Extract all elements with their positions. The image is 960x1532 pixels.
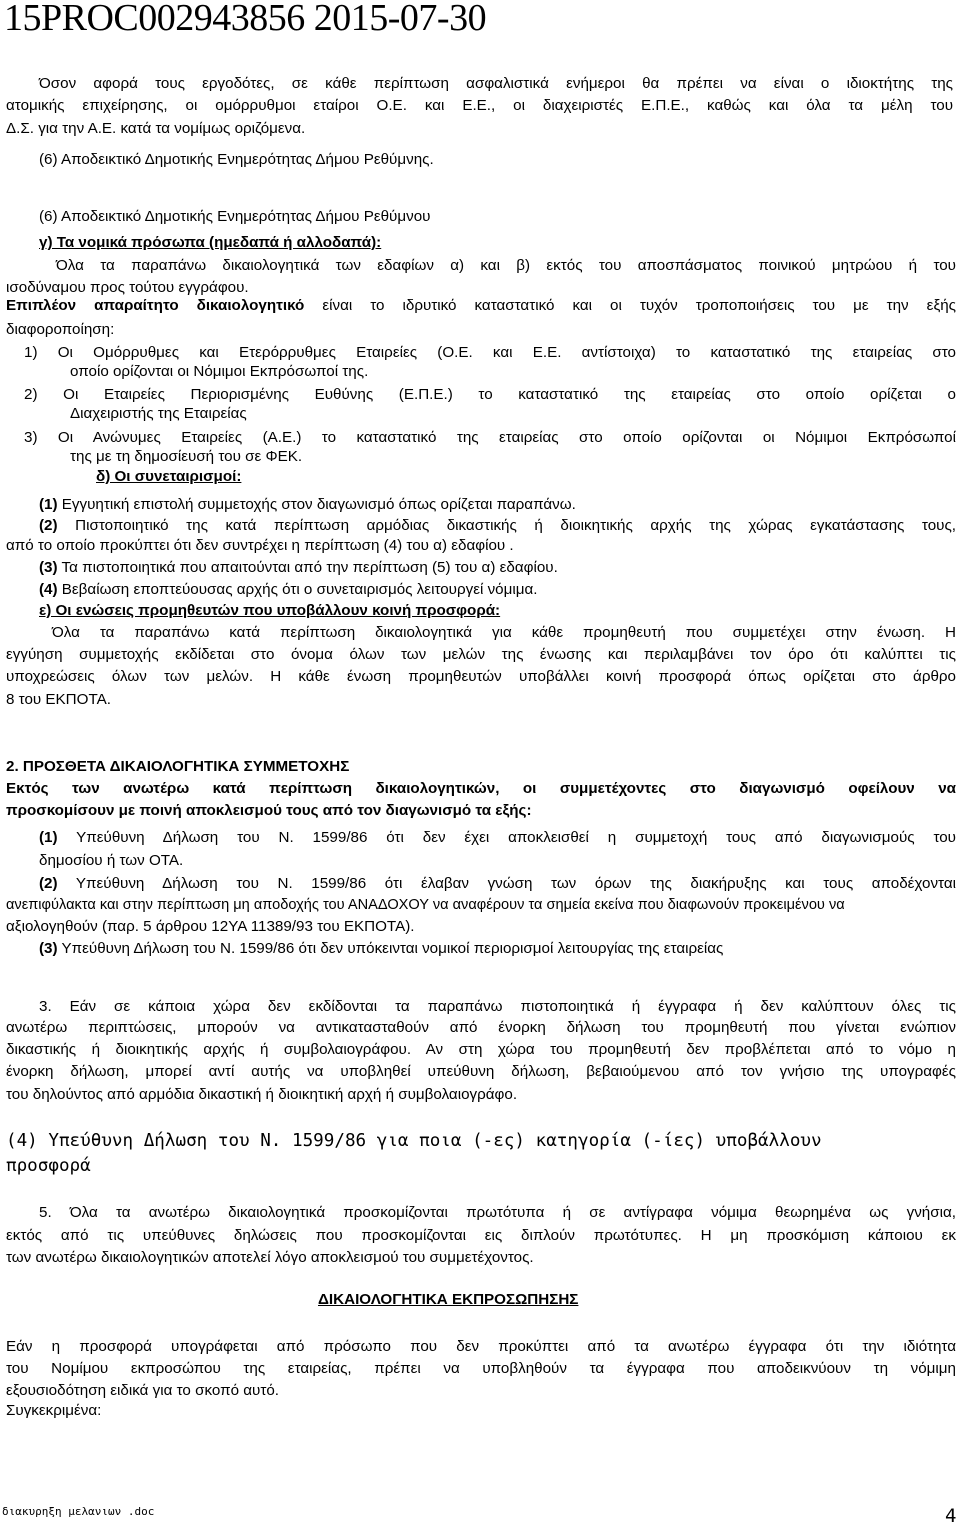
section-2-item-2-line-3: αξιολογηθούν (παρ. 5 άρθρου 12ΥΑ 11389/93 του ΕΚΠΟΤΑ). [6, 918, 415, 935]
section-c-title: γ) Τα νομικά πρόσωπα (ημεδαπά ή αλλοδαπά): [39, 234, 382, 251]
section-5-line-3: των ανωτέρω δικαιολογητικών αποτελεί λόγο αποκλεισμού του συμμετέχοντος. [6, 1249, 534, 1266]
section-d-item-1 [39, 495, 576, 515]
section-d-title: δ) Οι συνεταιρισμοί: [96, 468, 242, 485]
section-5-line-2: εκτός από τις υπεύθυνες δηλώσεις που προσκομίζονται εις διπλούν πρωτότυπες. Η μη προσκόμιση κάποιου εκ [6, 1227, 956, 1244]
section-2-item-1-line-2: δημοσίου ή των ΟΤΑ. [39, 852, 184, 869]
section-3-line-1: 3. Εάν σε κάποια χώρα δεν εκδίδονται τα παραπάνω πιστοποιητικά ή έγγραφα ή δεν καλύπτουν όλες τις [39, 998, 956, 1015]
section-d-item-4 [39, 580, 538, 600]
section-3-line-2: ανωτέρω περιπτώσεις, μπορούν να αντικατασταθούν από ένορκη δήλωση του προμηθευτή που γίνεται ενώπιον [6, 1019, 956, 1036]
item-text: Υπεύθυνη Δήλωση του Ν. 1599/86 ότι έλαβαν γνώση των όρων της διακήρυξης και τους αποδέχονται [57, 875, 956, 892]
list-item-3-line-1: 3) Οι Ανώνυμες Εταιρείες (Α.Ε.) το καταστατικό της εταιρείας στο οποίο ορίζονται οι Νόμιμοι Εκπρόσωποί [24, 429, 956, 446]
item-text: Εγγυητική επιστολή συμμετοχής στον διαγωνισμό όπως ορίζεται παραπάνω. [57, 496, 576, 513]
list-item-2-line-1: 2) Οι Εταιρείες Περιορισμένης Ευθύνης (Ε.Π.Ε.) το καταστατικό της εταιρείας στο οποίο ορίζεται ο [24, 386, 956, 403]
section-e-line-4: 8 του ΕΚΠΟΤΑ. [6, 691, 111, 708]
item-text: Βεβαίωση εποπτεύουσας αρχής ότι ο συνεταιρισμός λειτουργεί νόμιμα. [57, 581, 538, 598]
section-4-line-1: (4) Υπεύθυνη Δήλωση του Ν. 1599/86 για ποια (-ες) κατηγορία (-ίες) υποβάλλουν [6, 1131, 822, 1151]
item-number: (2) [39, 875, 58, 892]
document-header-code: 15PROC002943856 2015-07-30 [4, 0, 487, 39]
item-text: Υπεύθυνη Δήλωση του Ν. 1599/86 ότι δεν υπόκεινται νομικοί περιορισμοί λειτουργίας της εταιρείας [57, 940, 724, 957]
item-number: (1) [39, 829, 58, 846]
representation-line-3: εξουσιοδότηση ειδικά για το σκοπό αυτό. [6, 1382, 279, 1399]
owners-line-2: ατομικής επιχείρησης, οι ομόρρυθμοι εταίροι Ο.Ε. και Ε.Ε., οι διαχειριστές Ε.Π.Ε., καθώς και όλα τα μέλη του [6, 97, 953, 114]
owners-line-1: Όσον αφορά τους εργοδότες, σε κάθε περίπτωση ασφαλιστικά ενήμεροι θα πρέπει να είναι ο ιδιοκτήτης της [39, 75, 953, 92]
section-2-intro-1: Εκτός των ανωτέρω κατά περίπτωση δικαιολογητικών, οι συμμετέχοντες στο διαγωνισμό οφείλουν να [6, 780, 956, 797]
owners-item-6: (6) Αποδεικτικό Δημοτικής Ενημερότητας Δήμου Ρεθύμνης. [39, 151, 434, 168]
section-5-line-1: 5. Όλα τα ανωτέρω δικαιολογητικά προσκομίζονται πρωτότυπα ή σε αντίγραφα νόμιμα θεωρημένα ως γνήσια, [39, 1204, 956, 1221]
item-text: Τα πιστοποιητικά που απαιτούνται από την περίπτωση (5) του α) εδαφίου. [57, 559, 558, 576]
section-2-item-3 [39, 939, 723, 959]
section-e-title: ε) Οι ενώσεις προμηθευτών που υποβάλλουν κοινή προσφορά: [39, 602, 501, 619]
section-e-line-1: Όλα τα παραπάνω κατά περίπτωση δικαιολογητικά για κάθε προμηθευτή που συμμετέχει στην ένωση. Η [52, 624, 956, 641]
section-c-line-1: Όλα τα παραπάνω δικαιολογητικά των εδαφίων α) και β) εκτός του αποσπάσματος ποινικού μητρώου ή του [56, 257, 956, 274]
section-c-line-2: ισοδύναμου προς τούτου εγγράφου. [6, 279, 249, 296]
representation-line-1: Εάν η προσφορά υπογράφεται από πρόσωπο που δεν προκύπτει από τα ανωτέρω έγγραφα ότι την ιδιότητα [6, 1338, 956, 1355]
section-4-line-2: προσφορά [6, 1156, 91, 1176]
item-number: (2) [39, 517, 58, 534]
section-d-item-2-line-2: από το οποίο προκύπτει ότι δεν συντρέχει η περίπτωση (4) του α) εδαφίου . [6, 537, 514, 554]
item-number: (1) [39, 496, 58, 513]
extra-bold-label: Επιπλέον απαραίτητο δικαιολογητικό [6, 297, 305, 314]
list-item-1-line-2: οποίο ορίζονται οι Νόμιμοι Εκπρόσωποί της. [70, 363, 369, 380]
section-c-extra-line-1 [6, 296, 956, 316]
item-number: (3) [39, 559, 58, 576]
list-item-1-line-1: 1) Οι Ομόρρυθμες και Ετερόρρυθμες Εταιρείες (Ο.Ε. και Ε.Ε. αντίστοιχα) το καταστατικό της εταιρείας στο [24, 344, 956, 361]
page-number: 4 [945, 1505, 957, 1527]
item-number: (4) [39, 581, 58, 598]
extra-rest-text: είναι το ιδρυτικό καταστατικό και οι τυχόν τροποποιήσεις του με την εξής [304, 297, 957, 314]
section-3-line-3: δικαστικής ή διοικητικής αρχής ή συμβολαιογράφου. Αν στη χώρα του προμηθευτή δεν προβλέπεται από το νόμο η [6, 1041, 956, 1058]
section-d-item-3 [39, 558, 558, 578]
section-3-line-5: του δηλούντος από αρμόδια δικαστική ή διοικητική αρχή ή συμβολαιογράφο. [6, 1086, 518, 1103]
representation-line-2: του Νομίμου εκπροσώπου της εταιρείας, πρέπει να υποβληθούν τα έγγραφα που αποδεικνύουν τη νόμιμη [6, 1360, 956, 1377]
section-e-line-2: εγγύηση συμμετοχής εκδίδεται στο όνομα όλων των μελών της ένωσης και περιλαμβάνει τον όρο ότι καλύπτει τις [6, 646, 956, 663]
representation-line-4: Συγκεκριμένα: [6, 1402, 102, 1419]
section-2-title: 2. ΠΡΟΣΘΕΤΑ ΔΙΚΑΙΟΛΟΓΗΤΙΚΑ ΣΥΜΜΕΤΟΧΗΣ [6, 758, 350, 775]
section-e-line-3: υποχρεώσεις όλων των μελών. Η κάθε ένωση προμηθευτών υποβάλλει κοινή προσφορά όπως ορίζεται στο άρθρο [6, 668, 956, 685]
footer-filename: διακυρηξη μελανιων .doc [2, 1505, 155, 1518]
section-2-intro-2: προσκομίσουν με ποινή αποκλεισμού τους από τον διαγωνισμό τα εξής: [6, 802, 532, 819]
section-2-item-2 [39, 874, 956, 894]
representation-title: ΔΙΚΑΙΟΛΟΓΗΤΙΚΑ ΕΚΠΡΟΣΩΠΗΣΗΣ [318, 1291, 579, 1308]
item-number: (3) [39, 940, 58, 957]
section-c-extra-line-2: διαφοροποίηση: [6, 321, 115, 338]
list-item-2-line-2: Διαχειριστής της Εταιρείας [70, 405, 247, 422]
section-2-item-1 [39, 828, 956, 848]
item-text: Πιστοποιητικό της κατά περίπτωση αρμόδιας δικαστικής ή διοικητικής αρχής της χώρας εγκατάστασης τους, [57, 517, 956, 534]
list-item-3-line-2: της με τη δημοσίευσή του σε ΦΕΚ. [70, 448, 303, 465]
owners-line-3: Δ.Σ. για την Α.Ε. κατά τα νομίμως οριζόμενα. [6, 120, 306, 137]
section-3-line-4: ένορκη δήλωση, μπορεί αντί αυτής να υποβληθεί υπεύθυνη δήλωση, βεβαιούμενου από τον γνήσιο της υπογραφές [6, 1063, 956, 1080]
section-d-item-2 [39, 516, 956, 536]
section-2-item-2-line-2: ανεπιφύλακτα και στην περίπτωση μη αποδοχής του ΑΝΑΔΟΧΟΥ να αναφέρουν τα σημεία εκείνα που διαφωνούν προκειμένου να [6, 897, 845, 913]
item-text: Υπεύθυνη Δήλωση του Ν. 1599/86 ότι δεν έχει αποκλεισθεί η συμμετοχή τους από διαγωνισμούς του [57, 829, 956, 846]
section-c-item-6: (6) Αποδεικτικό Δημοτικής Ενημερότητας Δήμου Ρεθύμνου [39, 208, 431, 225]
